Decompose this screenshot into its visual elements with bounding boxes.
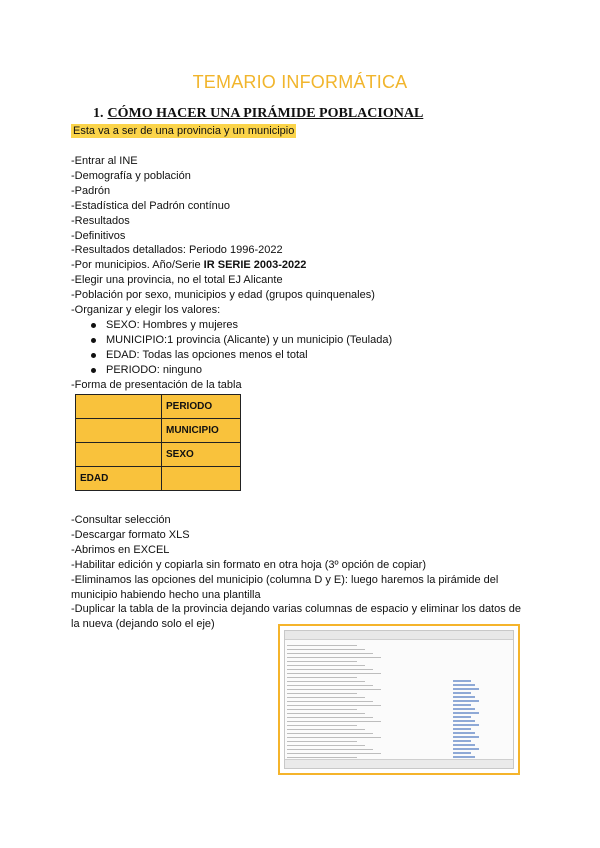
spreadsheet-value-cell — [453, 704, 471, 706]
table-row — [76, 467, 241, 491]
spreadsheet-value-cell — [453, 724, 479, 726]
spreadsheet-row-line — [287, 737, 381, 738]
step-line: -Duplicar la tabla de la provincia dejando varias columnas de espacio y eliminar los datos de la nueva (dejando solo el eje) — [71, 603, 522, 631]
step-line: -Resultados detallados: Periodo 1996-2022 — [71, 244, 283, 257]
step-line: -Estadística del Padrón contínuo — [71, 199, 230, 212]
spreadsheet-row-line — [287, 681, 365, 682]
values-bullet-list — [71, 318, 392, 378]
step-line: -Organizar y elegir los valores: — [71, 304, 221, 317]
table-row — [76, 419, 241, 443]
spreadsheet-value-cell — [453, 744, 475, 746]
spreadsheet-row-line — [287, 717, 373, 718]
table-cell-periodo: PERIODO — [162, 395, 241, 419]
spreadsheet-value-cell — [453, 688, 479, 690]
spreadsheet-row-line — [287, 709, 357, 710]
presentation-layout-table — [75, 394, 241, 491]
spreadsheet-value-cell — [453, 748, 479, 750]
step-serie-bold: IR SERIE 2003-2022 — [203, 259, 307, 272]
spreadsheet-value-cell — [453, 716, 471, 718]
spreadsheet-value-cell — [453, 680, 471, 682]
spreadsheet-value-cell — [453, 692, 471, 694]
table-cell-municipio: MUNICIPIO — [162, 419, 241, 443]
spreadsheet-toolbar-strip — [285, 631, 513, 640]
step-line: -Definitivos — [71, 229, 126, 242]
spreadsheet-row-line — [287, 725, 357, 726]
spreadsheet-value-cell — [453, 732, 475, 734]
spreadsheet-row-line — [287, 645, 357, 646]
step-line: -Elegir una provincia, no el total EJ Alicante — [71, 274, 283, 287]
step-line: -Eliminamos las opciones del municipio (columna D y E): luego haremos la pirámide del municipio habiendo hecho una plantilla — [71, 573, 499, 601]
table-row — [76, 395, 241, 419]
spreadsheet-row-line — [287, 673, 381, 674]
spreadsheet-row-line — [287, 749, 373, 750]
section-heading — [93, 106, 423, 122]
steps-list — [71, 154, 392, 393]
spreadsheet-value-cell — [453, 684, 475, 686]
step-line: -Habilitar edición y copiarla sin formato en otra hoja (3º opción de copiar) — [71, 558, 426, 571]
spreadsheet-row-line — [287, 689, 381, 690]
section-number: 1. — [93, 106, 104, 121]
spreadsheet-row-line — [287, 697, 365, 698]
spreadsheet-row-line — [287, 661, 357, 662]
spreadsheet-value-cell — [453, 752, 471, 754]
spreadsheet-value-cell — [453, 740, 471, 742]
spreadsheet-row-line — [287, 721, 381, 722]
bullet-item: MUNICIPIO:1 provincia (Alicante) y un municipio (Teulada) — [86, 333, 392, 348]
spreadsheet-row-line — [287, 745, 365, 746]
spreadsheet-row-line — [287, 693, 357, 694]
spreadsheet-row-line — [287, 677, 357, 678]
spreadsheet-row-line — [287, 685, 373, 686]
step-line: -Padrón — [71, 184, 111, 197]
steps-list-continued — [71, 513, 531, 632]
section-heading-text: CÓMO HACER UNA PIRÁMIDE POBLACIONAL — [107, 106, 424, 121]
spreadsheet-grid-image — [284, 630, 514, 769]
spreadsheet-value-cell — [453, 756, 475, 758]
step-line: -Abrimos en EXCEL — [71, 543, 170, 556]
bullet-item: PERIODO: ninguno — [86, 363, 392, 378]
spreadsheet-value-cell — [453, 712, 479, 714]
spreadsheet-value-cell — [453, 708, 475, 710]
spreadsheet-row-line — [287, 665, 365, 666]
spreadsheet-row-line — [287, 653, 373, 654]
spreadsheet-row-line — [287, 669, 373, 670]
step-line: -Demografía y población — [71, 169, 191, 182]
spreadsheet-row-line — [287, 733, 373, 734]
table-cell-empty — [76, 395, 162, 419]
step-line: -Resultados — [71, 214, 130, 227]
step-line: -Consultar selección — [71, 514, 171, 526]
table-cell-edad: EDAD — [76, 467, 162, 491]
spreadsheet-value-cell — [453, 696, 475, 698]
step-line: -Entrar al INE — [71, 155, 138, 167]
spreadsheet-tab-strip — [285, 759, 513, 768]
spreadsheet-row-line — [287, 729, 365, 730]
step-line: -Población por sexo, municipios y edad (grupos quinquenales) — [71, 289, 375, 302]
page-title: TEMARIO INFORMÁTICA — [192, 72, 408, 92]
table-cell-empty — [162, 467, 241, 491]
table-cell-empty — [76, 419, 162, 443]
step-line: -Descargar formato XLS — [71, 528, 190, 541]
spreadsheet-row-line — [287, 657, 381, 658]
table-cell-sexo: SEXO — [162, 443, 241, 467]
step-serie-prefix: -Por municipios. Año/Serie — [71, 259, 204, 272]
bullet-item: EDAD: Todas las opciones menos el total — [86, 348, 392, 363]
bullet-item: SEXO: Hombres y mujeres — [86, 318, 392, 333]
spreadsheet-row-line — [287, 753, 381, 754]
spreadsheet-row-line — [287, 705, 381, 706]
spreadsheet-value-cell — [453, 720, 475, 722]
spreadsheet-row-line — [287, 757, 357, 758]
spreadsheet-row-line — [287, 741, 357, 742]
spreadsheet-screenshot — [278, 624, 520, 775]
spreadsheet-value-cell — [453, 728, 471, 730]
table-row — [76, 443, 241, 467]
spreadsheet-row-line — [287, 713, 365, 714]
step-line: -Forma de presentación de la tabla — [71, 378, 242, 391]
spreadsheet-row-line — [287, 649, 365, 650]
highlighted-note: Esta va a ser de una provincia y un municipio — [73, 125, 295, 137]
spreadsheet-row-line — [287, 701, 373, 702]
table-cell-empty — [76, 443, 162, 467]
spreadsheet-value-cell — [453, 700, 479, 702]
step-line-serie — [71, 258, 392, 273]
spreadsheet-value-cell — [453, 736, 479, 738]
